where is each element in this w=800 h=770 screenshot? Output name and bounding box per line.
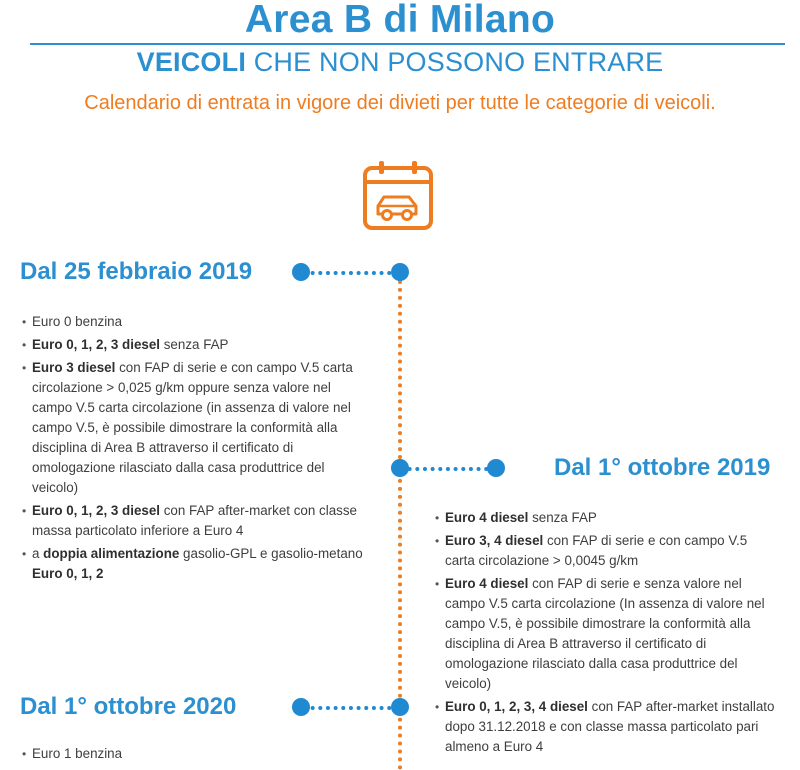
subtitle-rest: CHE NON POSSONO ENTRARE: [246, 47, 664, 77]
item-bold: Euro 0, 1, 2: [32, 566, 104, 581]
list-item: [435, 508, 780, 528]
list-item: [22, 312, 367, 332]
connector-2019-feb: [303, 271, 399, 275]
item-pre: a: [32, 546, 44, 561]
item-text: con FAP di serie e con campo V.5 carta circolazione > 0,025 g/km oppure senza valore nel campo V.5 carta circolazione (in assenza di valore nel campo V.5, è possibile dimostrare la conformità alla disciplina di Area B attraverso il certificato di omologazione rilasciato dalla casa produttrice del veicolo): [32, 360, 353, 495]
list-item: [435, 697, 780, 757]
item-bold: Euro 3, 4 diesel: [445, 533, 544, 548]
item-bold: doppia alimentazione: [43, 546, 180, 561]
item-text: gasolio-GPL e gasolio-metano: [179, 546, 363, 561]
section-list-oct-2019: [435, 508, 780, 760]
item-bold: Euro 4 diesel: [445, 510, 529, 525]
item-text: senza FAP: [160, 337, 229, 352]
item-text: Euro 1 benzina: [32, 746, 123, 761]
item-text: Euro 0 benzina: [32, 314, 123, 329]
page-tagline: Calendario di entrata in vigore dei divieti per tutte le categorie di veicoli.: [84, 92, 716, 114]
item-text: con FAP after-market con classe massa particolato inferiore a Euro 4: [32, 503, 357, 538]
item-bold: Euro 0, 1, 2, 3 diesel: [32, 503, 161, 518]
item-text: con FAP di serie e con campo V.5 carta circolazione > 0,0045 g/km: [445, 533, 748, 568]
section-list-oct-2020: [22, 744, 367, 767]
item-text: con FAP di serie e senza valore nel campo V.5 carta circolazione (In assenza di valore nel campo V.5, è possibile dimostrare la conformità alla disciplina di Area B attraverso il certificato di omologazione rilasciato dalla casa produttrice del veicolo): [445, 576, 765, 691]
list-item: [435, 531, 780, 571]
list-item: [435, 574, 780, 694]
item-bold: Euro 3 diesel: [32, 360, 116, 375]
timeline-dot: [292, 698, 310, 716]
page-subtitle: [0, 47, 800, 78]
section-title-feb-2019: Dal 25 febbraio 2019: [20, 258, 253, 285]
item-bold: Euro 0, 1, 2, 3 diesel: [32, 337, 161, 352]
list-item: [22, 501, 367, 541]
list-item: [22, 358, 367, 498]
timeline-dot: [487, 459, 505, 477]
connector-2020-oct: [303, 706, 399, 710]
list-item: [22, 335, 367, 355]
item-text: con FAP after-market installato dopo 31.12.2018 e con classe massa particolato pari almeno a Euro 4: [445, 699, 775, 754]
list-item: [22, 744, 367, 764]
item-bold: Euro 4 diesel: [445, 576, 529, 591]
calendar-car-icon: [361, 160, 435, 232]
connector-2019-oct: [400, 467, 496, 471]
timeline-dot: [391, 263, 409, 281]
section-title-oct-2020: Dal 1° ottobre 2020: [20, 693, 237, 720]
page-title: Area B di Milano: [244, 0, 556, 41]
timeline-dot: [292, 263, 310, 281]
subtitle-bold: VEICOLI: [136, 47, 247, 77]
timeline-line: [398, 272, 402, 770]
section-list-feb-2019: [22, 312, 367, 587]
timeline-dot: [391, 698, 409, 716]
item-text: senza FAP: [528, 510, 597, 525]
item-bold: Euro 0, 1, 2, 3, 4 diesel: [445, 699, 588, 714]
timeline-dot: [391, 459, 409, 477]
list-item: [22, 544, 367, 584]
section-title-oct-2019: Dal 1° ottobre 2019: [554, 454, 771, 481]
title-divider: [30, 43, 785, 45]
